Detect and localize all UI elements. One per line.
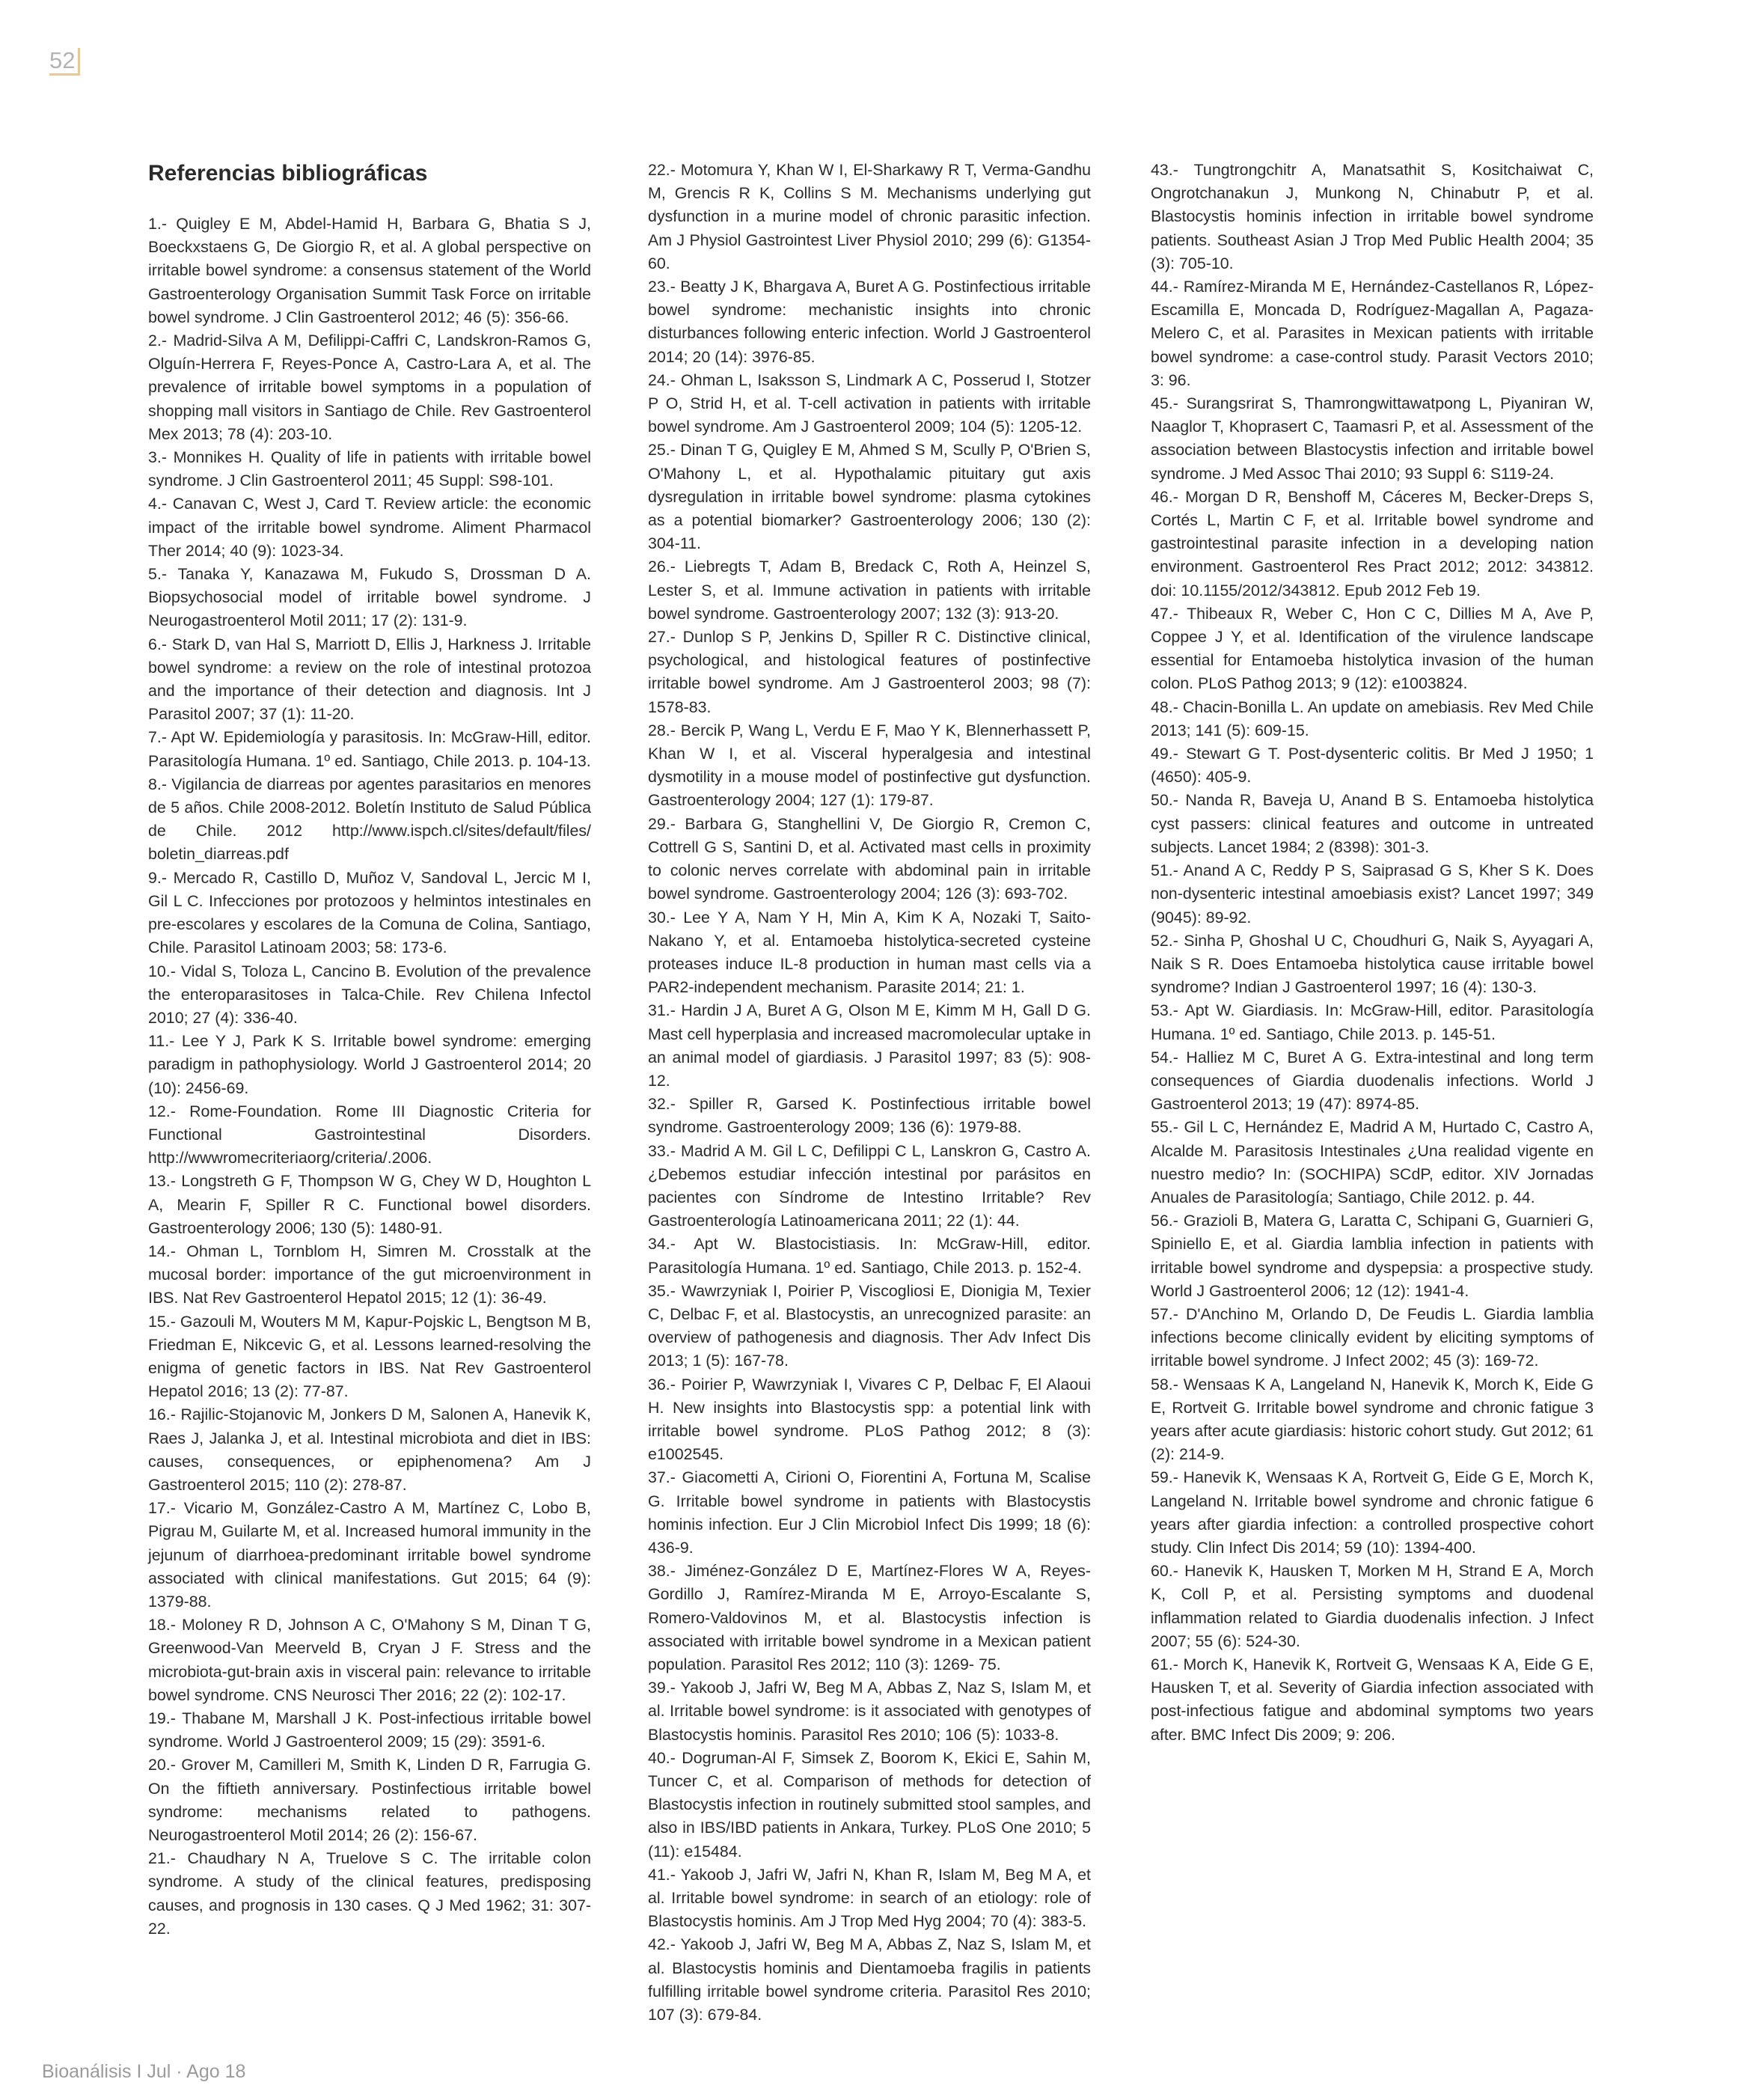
references-column-2	[648, 159, 1091, 2027]
reference-item: 6.- Stark D, van Hal S, Marriott D, Ellis J, Harkness J. Irritable bowel syndrome: a review on the role of intestinal protozoa and the importance of their detection and diagnosis. Int J Parasitol 2007; 37 (1): 11-20.	[148, 635, 591, 724]
reference-item: 13.- Longstreth G F, Thompson W G, Chey W D, Houghton L A, Mearin F, Spiller R C. Functional bowel disorders. Gastroenterology 2006; 130 (5): 1480-91.	[148, 1172, 591, 1237]
reference-item: 54.- Halliez M C, Buret A G. Extra-intestinal and long term consequences of Giardia duodenalis infections. World J Gastroenterol 2013; 19 (47): 8974-85.	[1151, 1048, 1594, 1114]
reference-item: 31.- Hardin J A, Buret A G, Olson M E, Kimm M H, Gall D G. Mast cell hyperplasia and increased macromolecular uptake in an animal model of giardiasis. J Parasitol 1997; 83 (5): 908-12.	[648, 1001, 1091, 1090]
reference-item: 21.- Chaudhary N A, Truelove S C. The irritable colon syndrome. A study of the clinical features, predisposing causes, and prognosis in 130 cases. Q J Med 1962; 31: 307-22.	[148, 1849, 591, 1938]
page-footer: Bioanálisis I Jul · Ago 18	[42, 2061, 246, 2082]
reference-item: 59.- Hanevik K, Wensaas K A, Rortveit G, Eide G E, Morch K, Langeland N. Irritable bowel syndrome and chronic fatigue 6 years after giardia infection: a controlled prospective cohort study. Clin Infect Dis 2014; 59 (10): 1394-400.	[1151, 1468, 1594, 1557]
reference-item: 42.- Yakoob J, Jafri W, Beg M A, Abbas Z, Naz S, Islam M, et al. Blastocystis hominis and Dientamoeba fragilis in patients fulfilling irritable bowel syndrome criteria. Parasitol Res 2010; 107 (3): 679-84.	[648, 1935, 1091, 2024]
reference-item: 11.- Lee Y J, Park K S. Irritable bowel syndrome: emerging paradigm in pathophysiology. World J Gastroenterol 2014; 20 (10): 2456-69.	[148, 1032, 591, 1097]
reference-item: 56.- Grazioli B, Matera G, Laratta C, Schipani G, Guarnieri G, Spiniello E, et al. Giardia lamblia infection in patients with irritable bowel syndrome and dyspepsia: a prospective study. World J Gastroenterol 2006; 12 (12): 1941-4.	[1151, 1212, 1594, 1300]
reference-list	[1151, 159, 1594, 1747]
reference-item: 60.- Hanevik K, Hausken T, Morken M H, Strand E A, Morch K, Coll P, et al. Persisting symptoms and duodenal inflammation related to Giardia duodenalis infection. J Infect 2007; 55 (6): 524-30.	[1151, 1562, 1594, 1650]
reference-item: 28.- Bercik P, Wang L, Verdu E F, Mao Y K, Blennerhassett P, Khan W I, et al. Visceral hyperalgesia and intestinal dysmotility in a mouse model of postinfective gut dysfunction. Gastroenterology 2004; 127 (1): 179-87.	[648, 721, 1091, 810]
reference-item: 1.- Quigley E M, Abdel-Hamid H, Barbara G, Bhatia S J, Boeckxstaens G, De Giorgio R, et al. A global perspective on irritable bowel syndrome: a consensus statement of the World Gastroenterology Organisation Summit Task Force on irritable bowel syndrome. J Clin Gastroenterol 2012; 46 (5): 356-66.	[148, 215, 591, 326]
section-title: Referencias bibliográficas	[148, 161, 428, 186]
reference-item: 57.- D'Anchino M, Orlando D, De Feudis L. Giardia lamblia infections become clinically evident by eliciting symptoms of irritable bowel syndrome. J Infect 2002; 45 (3): 169-72.	[1151, 1304, 1594, 1370]
reference-item: 27.- Dunlop S P, Jenkins D, Spiller R C. Distinctive clinical, psychological, and histological features of postinfective irritable bowel syndrome. Am J Gastroenterol 2003; 98 (7): 1578-83.	[648, 628, 1091, 716]
reference-item: 52.- Sinha P, Ghoshal U C, Choudhuri G, Naik S, Ayyagari A, Naik S R. Does Entamoeba histolytica cause irritable bowel syndrome? Indian J Gastroenterol 1997; 16 (4): 130-3.	[1151, 931, 1594, 997]
references-column-1	[148, 159, 591, 1941]
reference-item: 5.- Tanaka Y, Kanazawa M, Fukudo S, Drossman D A. Biopsychosocial model of irritable bowel syndrome. J Neurogastroenterol Motil 2011; 17 (2): 131-9.	[148, 565, 591, 630]
reference-item: 7.- Apt W. Epidemiología y parasitosis. In: McGraw-Hill, editor. Parasitología Humana. 1º ed. Santiago, Chile 2013. p. 104-13.	[148, 728, 591, 770]
reference-item: 49.- Stewart G T. Post-dysenteric colitis. Br Med J 1950; 1 (4650): 405-9.	[1151, 745, 1594, 787]
reference-item: 58.- Wensaas K A, Langeland N, Hanevik K, Morch K, Eide G E, Rortveit G. Irritable bowel syndrome and chronic fatigue 3 years after acute giardiasis: historic cohort study. Gut 2012; 61 (2): 214-9.	[1151, 1375, 1594, 1464]
reference-item: 40.- Dogruman-Al F, Simsek Z, Boorom K, Ekici E, Sahin M, Tuncer C, et al. Comparison of methods for detection of Blastocystis infection in routinely submitted stool samples, and also in IBS/IBD patients in Ankara, Turkey. PLoS One 2010; 5 (11): e15484.	[648, 1748, 1091, 1861]
reference-item: 10.- Vidal S, Toloza L, Cancino B. Evolution of the prevalence the enteroparasitoses in Talca-Chile. Rev Chilena Infectol 2010; 27 (4): 336-40.	[148, 962, 591, 1027]
reference-item: 51.- Anand A C, Reddy P S, Saiprasad G S, Kher S K. Does non-dysenteric intestinal amoebiasis exist? Lancet 1997; 349 (9045): 89-92.	[1151, 861, 1594, 927]
reference-item: 22.- Motomura Y, Khan W I, El-Sharkawy R T, Verma-Gandhu M, Grencis R K, Collins S M. Mechanisms underlying gut dysfunction in a murine model of chronic parasitic infection. Am J Physiol Gastrointest Liver Physiol 2010; 299 (6): G1354-60.	[648, 161, 1091, 272]
reference-item: 34.- Apt W. Blastocistiasis. In: McGraw-Hill, editor. Parasitología Humana. 1º ed. Santiago, Chile 2013. p. 152-4.	[648, 1235, 1091, 1277]
reference-item: 50.- Nanda R, Baveja U, Anand B S. Entamoeba histolytica cyst passers: clinical features and outcome in untreated subjects. Lancet 1984; 2 (8398): 301-3.	[1151, 791, 1594, 856]
reference-item: 15.- Gazouli M, Wouters M M, Kapur-Pojskic L, Bengtson M B, Friedman E, Nikcevic G, et al. Lessons learned-resolving the enigma of genetic factors in IBS. Nat Rev Gastroenterol Hepatol 2016; 13 (2): 77-87.	[148, 1312, 591, 1401]
reference-list	[148, 213, 591, 1941]
reference-item: 24.- Ohman L, Isaksson S, Lindmark A C, Posserud I, Stotzer P O, Strid H, et al. T-cell activation in patients with irritable bowel syndrome. Am J Gastroenterol 2009; 104 (5): 1205-12.	[648, 370, 1091, 436]
reference-item: 61.- Morch K, Hanevik K, Rortveit G, Wensaas K A, Eide G E, Hausken T, et al. Severity of Giardia infection associated with post-infectious fatigue and abdominal symptoms two years after. BMC Infect Dis 2009; 9: 206.	[1151, 1655, 1594, 1744]
reference-item: 29.- Barbara G, Stanghellini V, De Giorgio R, Cremon C, Cottrell G S, Santini D, et al. Activated mast cells in proximity to colonic nerves correlate with abdominal pain in irritable bowel syndrome. Gastroenterology 2004; 126 (3): 693-702.	[648, 814, 1091, 903]
page-number: 52	[49, 48, 80, 76]
reference-item: 20.- Grover M, Camilleri M, Smith K, Linden D R, Farrugia G. On the fiftieth anniversary. Postinfectious irritable bowel syndrome: mechanisms related to pathogens. Neurogastroenterol Motil 2014; 26 (2): 156-67.	[148, 1756, 591, 1845]
reference-item: 3.- Monnikes H. Quality of life in patients with irritable bowel syndrome. J Clin Gastroenterol 2011; 45 Suppl: S98-101.	[148, 448, 591, 490]
reference-item: 47.- Thibeaux R, Weber C, Hon C C, Dillies M A, Ave P, Coppee J Y, et al. Identification of the virulence landscape essential for Entamoeba histolytica invasion of the human colon. PLoS Pathog 2013; 9 (12): e1003824.	[1151, 604, 1594, 693]
reference-item: 53.- Apt W. Giardiasis. In: McGraw-Hill, editor. Parasitología Humana. 1º ed. Santiago, Chile 2013. p. 145-51.	[1151, 1001, 1594, 1043]
reference-item: 30.- Lee Y A, Nam Y H, Min A, Kim K A, Nozaki T, Saito-Nakano Y, et al. Entamoeba histolytica-secreted cysteine proteases induce IL-8 production in human mast cells via a PAR2-independent mechanism. Parasite 2014; 21: 1.	[648, 908, 1091, 997]
reference-item: 17.- Vicario M, González-Castro A M, Martínez C, Lobo B, Pigrau M, Guilarte M, et al. Increased humoral immunity in the jejunum of diarrhoea-predominant irritable bowel syndrome associated with clinical manifestations. Gut 2015; 64 (9): 1379-88.	[148, 1499, 591, 1611]
reference-item: 38.- Jiménez-González D E, Martínez-Flores W A, Reyes-Gordillo J, Ramírez-Miranda M E, Arroyo-Escalante S, Romero-Valdovinos M, et al. Blastocystis infection is associated with irritable bowel syndrome in a Mexican patient population. Parasitol Res 2012; 110 (3): 1269- 75.	[648, 1562, 1091, 1673]
reference-item: 12.- Rome-Foundation. Rome III Diagnostic Criteria for Functional Gastrointestinal Disorders. http://wwwromecriteriaorg/criteria/.2006.	[148, 1102, 591, 1167]
reference-item: 44.- Ramírez-Miranda M E, Hernández-Castellanos R, López-Escamilla E, Moncada D, Rodríguez-Magallan A, Pagaza-Melero C, et al. Parasites in Mexican patients with irritable bowel syndrome: a case-control study. Parasit Vectors 2010; 3: 96.	[1151, 278, 1594, 389]
reference-item: 18.- Moloney R D, Johnson A C, O'Mahony S M, Dinan T G, Greenwood-Van Meerveld B, Cryan J F. Stress and the microbiota-gut-brain axis in visceral pain: relevance to irritable bowel syndrome. CNS Neurosci Ther 2016; 22 (2): 102-17.	[148, 1616, 591, 1704]
reference-item: 8.- Vigilancia de diarreas por agentes parasitarios en menores de 5 años. Chile 2008-2012. Boletín Instituto de Salud Pública de Chile. 2012 http://www.ispch.cl/sites/default/files/ boletin_diarreas.pdf	[148, 775, 591, 864]
reference-item: 33.- Madrid A M. Gil L C, Defilippi C L, Lanskron G, Castro A. ¿Debemos estudiar infección intestinal por parásitos en pacientes con Síndrome de Intestino Irritable? Rev Gastroenterología Latinoamericana 2011; 22 (1): 44.	[648, 1141, 1091, 1230]
references-column-3	[1151, 159, 1594, 1747]
reference-item: 25.- Dinan T G, Quigley E M, Ahmed S M, Scully P, O'Brien S, O'Mahony L, et al. Hypothalamic pituitary gut axis dysregulation in irritable bowel syndrome: plasma cytokines as a potential biomarker? Gastroenterology 2006; 130 (2): 304-11.	[648, 441, 1091, 553]
reference-item: 39.- Yakoob J, Jafri W, Beg M A, Abbas Z, Naz S, Islam M, et al. Irritable bowel syndrome: is it associated with genotypes of Blastocystis hominis. Parasitol Res 2010; 106 (5): 1033-8.	[648, 1679, 1091, 1744]
reference-item: 23.- Beatty J K, Bhargava A, Buret A G. Postinfectious irritable bowel syndrome: mechanistic insights into chronic disturbances following enteric infection. World J Gastroenterol 2014; 20 (14): 3976-85.	[648, 278, 1091, 366]
reference-item: 32.- Spiller R, Garsed K. Postinfectious irritable bowel syndrome. Gastroenterology 2009; 136 (6): 1979-88.	[648, 1095, 1091, 1137]
reference-item: 9.- Mercado R, Castillo D, Muñoz V, Sandoval L, Jercic M I, Gil L C. Infecciones por protozoos y helmintos intestinales en pre-escolares y escolares de la Comuna de Colina, Santiago, Chile. Parasitol Latinoam 2003; 58: 173-6.	[148, 868, 591, 957]
reference-item: 46.- Morgan D R, Benshoff M, Cáceres M, Becker-Dreps S, Cortés L, Martin C F, et al. Irritable bowel syndrome and gastrointestinal parasite infection in a developing nation environment. Gastroenterol Res Pract 2012; 2012: 343812. doi: 10.1155/2012/343812. Epub 2012 Feb 19.	[1151, 487, 1594, 599]
reference-item: 19.- Thabane M, Marshall J K. Post-infectious irritable bowel syndrome. World J Gastroenterol 2009; 15 (29): 3591-6.	[148, 1709, 591, 1751]
reference-item: 37.- Giacometti A, Cirioni O, Fiorentini A, Fortuna M, Scalise G. Irritable bowel syndrome in patients with Blastocystis hominis infection. Eur J Clin Microbiol Infect Dis 1999; 18 (6): 436-9.	[648, 1468, 1091, 1557]
reference-item: 14.- Ohman L, Tornblom H, Simren M. Crosstalk at the mucosal border: importance of the gut microenvironment in IBS. Nat Rev Gastroenterol Hepatol 2015; 12 (1): 36-49.	[148, 1242, 591, 1307]
reference-item: 35.- Wawrzyniak I, Poirier P, Viscogliosi E, Dionigia M, Texier C, Delbac F, et al. Blastocystis, an unrecognized parasite: an overview of pathogenesis and diagnosis. Ther Adv Infect Dis 2013; 1 (5): 167-78.	[648, 1281, 1091, 1370]
reference-item: 45.- Surangsrirat S, Thamrongwittawatpong L, Piyaniran W, Naaglor T, Khoprasert C, Taamasri P, et al. Assessment of the association between Blastocystis infection and irritable bowel syndrome. J Med Assoc Thai 2010; 93 Suppl 6: S119-24.	[1151, 394, 1594, 483]
reference-item: 26.- Liebregts T, Adam B, Bredack C, Roth A, Heinzel S, Lester S, et al. Immune activation in patients with irritable bowel syndrome. Gastroenterology 2007; 132 (3): 913-20.	[648, 558, 1091, 623]
reference-item: 4.- Canavan C, West J, Card T. Review article: the economic impact of the irritable bowel syndrome. Aliment Pharmacol Ther 2014; 40 (9): 1023-34.	[148, 495, 591, 560]
reference-item: 41.- Yakoob J, Jafri W, Jafri N, Khan R, Islam M, Beg M A, et al. Irritable bowel syndrome: in search of an etiology: role of Blastocystis hominis. Am J Trop Med Hyg 2004; 70 (4): 383-5.	[648, 1865, 1091, 1931]
reference-item: 43.- Tungtrongchitr A, Manatsathit S, Kositchaiwat C, Ongrotchanakun J, Munkong N, Chinabutr P, et al. Blastocystis hominis infection in irritable bowel syndrome patients. Southeast Asian J Trop Med Public Health 2004; 35 (3): 705-10.	[1151, 161, 1594, 272]
reference-item: 36.- Poirier P, Wawrzyniak I, Vivares C P, Delbac F, El Alaoui H. New insights into Blastocystis spp: a potential link with irritable bowel syndrome. PLoS Pathog 2012; 8 (3): e1002545.	[648, 1375, 1091, 1464]
reference-item: 2.- Madrid-Silva A M, Defilippi-Caffri C, Landskron-Ramos G, Olguín-Herrera F, Reyes-Ponce A, Castro-Lara A, et al. The prevalence of irritable bowel symptoms in a population of shopping mall visitors in Santiago de Chile. Rev Gastroenterol Mex 2013; 78 (4): 203-10.	[148, 332, 591, 443]
reference-item: 55.- Gil L C, Hernández E, Madrid A M, Hurtado C, Castro A, Alcalde M. Parasitosis Intestinales ¿Una realidad vigente en nuestro medio? In: (SOCHIPA) SCdP, editor. XIV Jornadas Anuales de Parasitología; Santiago, Chile 2012. p. 44.	[1151, 1118, 1594, 1206]
reference-list	[648, 159, 1091, 2027]
reference-item: 48.- Chacin-Bonilla L. An update on amebiasis. Rev Med Chile 2013; 141 (5): 609-15.	[1151, 698, 1594, 739]
reference-item: 16.- Rajilic-Stojanovic M, Jonkers D M, Salonen A, Hanevik K, Raes J, Jalanka J, et al. Intestinal microbiota and diet in IBS: causes, consequences, or epiphenomena? Am J Gastroenterol 2015; 110 (2): 278-87.	[148, 1405, 591, 1494]
